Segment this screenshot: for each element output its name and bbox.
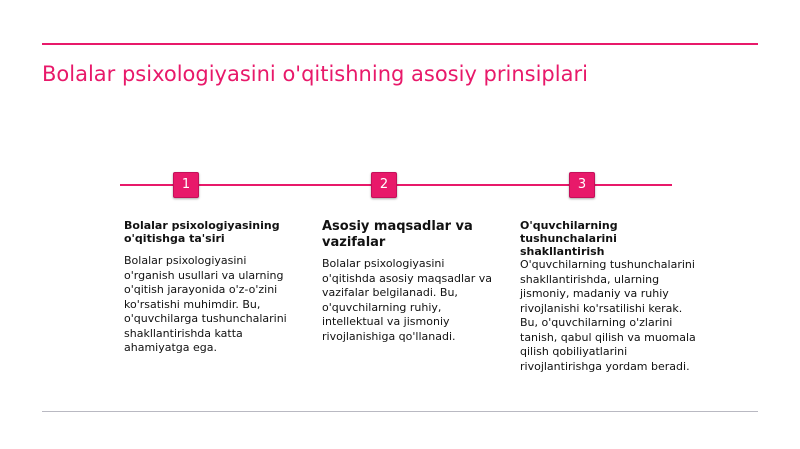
bottom-divider: [42, 411, 758, 412]
step-3-body: O'quvchilarning tushunchalarini shakllantirishda, ularning jismoniy, madaniy va ruhiy rivojlanishi ko'rsatilishi kerak. Bu, o'quvchilarning o'zlarini tanish, qabul qilish va muomala qilish qobiliyatlarini rivojlantirishga yordam beradi.: [520, 258, 696, 373]
step-3-marker: 3: [569, 172, 595, 198]
step-2-marker: 2: [371, 172, 397, 198]
top-accent-rule: [42, 43, 758, 45]
slide-title: Bolalar psixologiyasini o'qitishning asosiy prinsiplari: [42, 62, 588, 86]
step-2-heading: Asosiy maqsadlar va vazifalar: [322, 219, 473, 250]
step-2-body: Bolalar psixologiyasini o'qitishda asosiy maqsadlar va vazifalar belgilanadi. Bu, o'quvchilarning ruhiy, intellektual va jismoniy rivojlanishiga qo'llanadi.: [322, 257, 493, 343]
step-1-body: Bolalar psixologiyasini o'rganish usullari va ularning o'qitish jarayonida o'z-o'zini ko'rsatishi muhimdir. Bu, o'quvchilarga tushunchalarini shakllantirishda katta ahamiyatga ega.: [124, 254, 287, 354]
step-1-heading: Bolalar psixologiyasining o'qitishga ta'siri: [124, 219, 280, 245]
step-3-column: [520, 219, 696, 374]
step-1-column: [124, 219, 300, 356]
step-2-column: [322, 219, 498, 344]
step-1-marker: 1: [173, 172, 199, 198]
step-3-heading: O'quvchilarning tushunchalarini shakllantirish: [520, 219, 618, 258]
